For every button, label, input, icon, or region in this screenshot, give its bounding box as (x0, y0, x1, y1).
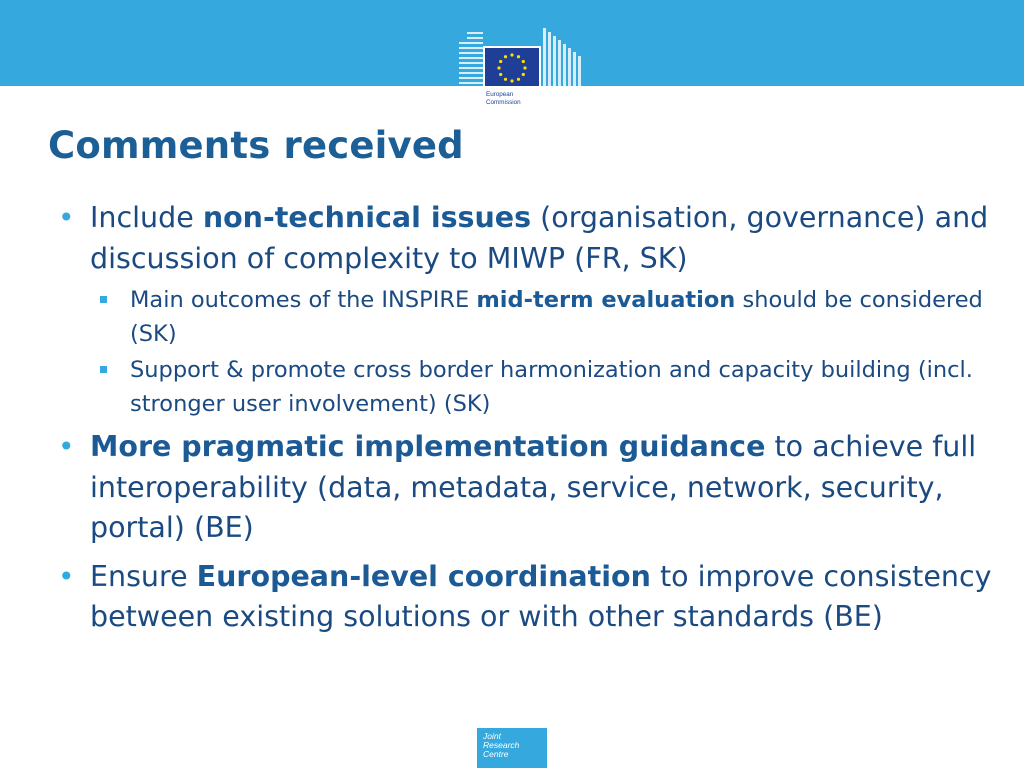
bullet-text-pre: Include (90, 201, 203, 234)
sub-bullet-text-pre: Main outcomes of the INSPIRE (130, 287, 477, 313)
bullet-dot-icon: • (58, 430, 75, 463)
square-bullet-icon (100, 296, 107, 303)
bullet-text-pre: Ensure (90, 559, 197, 593)
bullet-text-bold: More pragmatic implementation guidance (90, 430, 766, 463)
sub-bullet-text-bold: mid-term evaluation (476, 287, 736, 313)
sub-bullet-text: Support & promote cross border harmonization and capacity building (incl. stronger user involvement) (SK) (130, 357, 973, 417)
bullet-text-bold: non-technical issues (202, 201, 532, 234)
bullet-item (56, 427, 996, 549)
slide-title: Comments received (48, 124, 464, 167)
logo-text-european: European (486, 91, 514, 98)
bullet-text-post: to achieve full interoperability (data, metadata, service, network, security, portal) (BE) (90, 430, 977, 544)
bullet-item (56, 198, 996, 279)
bullet-dot-icon: • (58, 201, 75, 234)
bullet-text-bold: European-level coordination (196, 559, 651, 593)
sub-bullet-list (56, 283, 996, 421)
bullet-text-post: (organisation, governance) and discussion of complexity to MIWP (FR, SK) (90, 201, 989, 275)
sub-bullet-item (56, 353, 996, 421)
bullet-dot-icon: • (58, 559, 75, 593)
logo-text-commission: Commission (486, 99, 521, 106)
bullet-item (56, 557, 996, 638)
european-commission-logo (457, 24, 585, 112)
sub-bullet-text-post: should be considered (SK) (130, 287, 983, 347)
jrc-logo (477, 728, 547, 768)
jrc-text-centre: Centre (483, 749, 509, 759)
jrc-text-joint: Joint (483, 731, 501, 741)
sub-bullet-item (56, 283, 996, 351)
square-bullet-icon (100, 366, 107, 373)
jrc-text-research: Research (483, 740, 520, 750)
bullet-text-post: to improve consistency between existing solutions or with other standards (BE) (90, 559, 992, 633)
bullet-list (56, 198, 996, 642)
